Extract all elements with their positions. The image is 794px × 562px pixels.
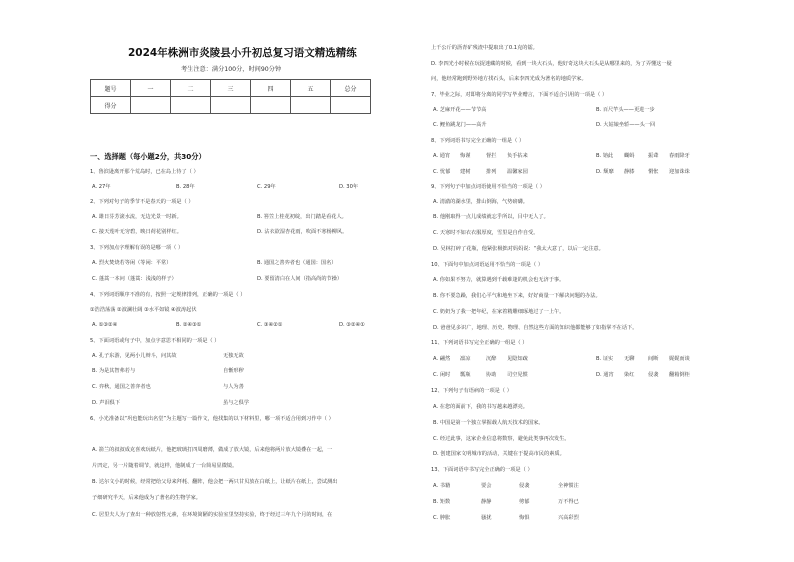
option-text: B. 通国之善弈者也（通国：国名） bbox=[257, 260, 337, 266]
question-line: 5、下面词语或句子中，加点字意思不相同的一项是（ ） bbox=[90, 338, 220, 344]
option-text: 无聊 bbox=[624, 356, 635, 362]
score-header-cell: 三 bbox=[211, 80, 251, 97]
option-text: C. 肿胀 bbox=[433, 515, 451, 521]
option-text: B. 矩数 bbox=[433, 499, 451, 505]
option-text: 迎加诛诛 bbox=[669, 169, 690, 175]
question-line: ①浩浩荡荡 ②波澜壮阔 ③水平如镜 ④波涛起伏 bbox=[90, 307, 197, 313]
score-cell bbox=[211, 97, 251, 114]
score-cell bbox=[171, 97, 211, 114]
option-text: B. 中国是第一个独立掌握载人航天技术的国家。 bbox=[433, 420, 544, 426]
score-row-label: 得分 bbox=[91, 97, 131, 114]
question-line: 2、下列对句子的季节不是春天的一项是（ ） bbox=[90, 199, 194, 205]
score-table-header-row bbox=[91, 80, 371, 97]
option-text: D. 通宵 bbox=[596, 372, 614, 378]
option-text: 兴高彩烈 bbox=[558, 515, 579, 521]
score-table-score-row bbox=[91, 97, 371, 114]
option-text: 娓娓而谈 bbox=[669, 356, 690, 362]
option-text: A. ①③②④ bbox=[92, 322, 118, 328]
option-text: A. 烈火焚烧若等闲（等闲：平常） bbox=[92, 260, 172, 266]
score-header-cell: 总分 bbox=[331, 80, 371, 97]
score-header-cell: 四 bbox=[251, 80, 291, 97]
score-header-cell: 一 bbox=[131, 80, 171, 97]
question-line: 1、鲁滨逊离开那个荒岛时，已在岛上待了（ ） bbox=[90, 169, 199, 175]
question-line: 上千公斤的沥青矿残渣中提取出了0.1克的镭。 bbox=[431, 45, 538, 51]
option-text: 子细研究半天，后来他成为了著名的生物学家。 bbox=[92, 495, 201, 501]
option-text: 协助 bbox=[486, 372, 497, 378]
option-text: B. 28年 bbox=[176, 184, 195, 190]
score-header-cell: 五 bbox=[291, 80, 331, 97]
option-text: D. 沾衣欲湿杏花雨，吹面不寒杨柳风。 bbox=[257, 229, 348, 235]
option-text: D. 吴林打碎了花瓶，他紧张极拙对妈妈说：“我太大意了，以后一定注意。 bbox=[433, 246, 604, 252]
option-text: 侵袭 bbox=[648, 372, 659, 378]
option-text: 翻箱倒柜 bbox=[669, 372, 690, 378]
option-text: B. 证实 bbox=[596, 356, 614, 362]
question-line: 7、毕业之际，对即将分离的同学写毕业赠言，下面不适合引用的一项是（ ） bbox=[431, 92, 608, 98]
option-text: 万不得已 bbox=[558, 499, 579, 505]
option-text: 剪郁 bbox=[519, 499, 530, 505]
score-cell bbox=[251, 97, 291, 114]
option-text: C. 忧郁 bbox=[433, 169, 451, 175]
option-text: B. 百尺竿头——更进一步 bbox=[596, 107, 655, 113]
option-text: A. 箭兰的叔叔成克喜欢玩纸片，他把玻璃打四周磨薄，做成了放大镜，后来他将两片放大镜叠在一起，一 bbox=[92, 447, 333, 453]
option-text: 沉醉 bbox=[486, 356, 497, 362]
option-text: B. 达尔文小的时候，经常把给父母来拜耗、翻阵，他会把一两只甘贝放在白纸上，让纸片在纸上，尝试测出 bbox=[92, 479, 338, 485]
option-text: D. 声泪俱下 bbox=[92, 400, 121, 406]
option-text: C. 天寒时不如衣衣服厚度，雪里是自作自受。 bbox=[433, 230, 539, 236]
option-text: D. 30年 bbox=[339, 184, 359, 190]
question-line: 13、下面词语中书写完全正确的一项是（ ） bbox=[431, 467, 533, 473]
question-line: 9、下列句子中加点词语使用不恰当的一项是（ ） bbox=[431, 184, 545, 190]
option-text: 排列 bbox=[486, 169, 497, 175]
option-text: A. 27年 bbox=[92, 184, 111, 190]
option-text: A. 书籍 bbox=[433, 483, 451, 489]
option-text: C. 29年 bbox=[257, 184, 276, 190]
option-text: 惘怅 bbox=[648, 169, 659, 175]
option-text: D. 创建国家文明城市的活动，关键在于提高市民的素质。 bbox=[433, 451, 565, 457]
question-line: 4、下列词语顺序不准的有，按照一定规律排列，正确的一项是（ ） bbox=[90, 292, 246, 298]
option-text: B. 为是其智弗若与 bbox=[92, 368, 136, 374]
option-text: B. 你不要急躁，我们心平气和地坐下来，好好商量一下解决问题的办法。 bbox=[433, 293, 601, 299]
option-text: D. ③②④① bbox=[339, 322, 365, 328]
question-line: 11、下列词语书写完全正确的一组是（ ） bbox=[431, 340, 528, 346]
option-text: 染红 bbox=[624, 372, 635, 378]
question-line: 8、下列词语书写完全正确的一组是（ ） bbox=[431, 138, 525, 144]
option-text: D. 大姑娘坐轿——头一回 bbox=[596, 122, 656, 128]
score-table bbox=[90, 79, 371, 114]
option-text: D. 爸爸见多识广，地理、历史、物理、自然这些方面的知识他都能够了如指掌不在话下。 bbox=[433, 325, 638, 331]
score-header-cell: 题号 bbox=[91, 80, 131, 97]
option-text: A. 翩然 bbox=[433, 356, 451, 362]
option-text: B. 镕此 bbox=[596, 153, 614, 159]
option-text: 无独无故 bbox=[223, 353, 244, 359]
option-text: A. 孔子东游，见两小儿辩斗，问其故 bbox=[92, 353, 177, 359]
option-text: C. 接天莲叶无穷碧，映日荷花别样红。 bbox=[92, 229, 182, 235]
option-text: B. 笞笠上桂花初绽，出门踏是看花人。 bbox=[257, 214, 347, 220]
page-title: 2024年株洲市炎陵县小升初总复习语文精选精练 bbox=[128, 47, 357, 59]
option-text: 春雨降牙 bbox=[669, 153, 690, 159]
option-text: 悔惧 bbox=[519, 515, 530, 521]
option-text: 间断 bbox=[648, 356, 659, 362]
option-text: 督拦 bbox=[486, 153, 497, 159]
option-text: 蝴蚂 bbox=[624, 153, 635, 159]
option-text: C. 鲤鱼跳龙门——高升 bbox=[433, 122, 487, 128]
option-text: 虽与之俱学 bbox=[223, 400, 249, 406]
score-cell bbox=[331, 97, 371, 114]
option-text: A. 通宵 bbox=[433, 153, 451, 159]
option-text: 建树 bbox=[460, 169, 471, 175]
exam-note: 考生注意：满分100分，时间90分钟 bbox=[181, 66, 282, 73]
option-text: A. 在您的面前下，我的书写越来越漂亮。 bbox=[433, 404, 528, 410]
score-cell bbox=[291, 97, 331, 114]
option-text: C. 蓬蒿一本问（蓬蒿：浅浅的样子） bbox=[92, 276, 177, 282]
option-text: 振聋 bbox=[648, 153, 659, 159]
score-cell bbox=[131, 97, 171, 114]
score-header-cell: 二 bbox=[171, 80, 211, 97]
option-text: 片凹定，另一片随着调节，就这样，他制成了一台简易显微镜。 bbox=[92, 463, 238, 469]
question-line: 10、下面句中加点词语运用不恰当的一项是（ ） bbox=[431, 262, 544, 268]
option-text: D. 颓靡 bbox=[596, 169, 614, 175]
option-text: 骚扰 bbox=[481, 515, 492, 521]
option-text: 负手拈来 bbox=[507, 153, 528, 159]
option-text: A. 你如果不努力，就算遇到千载难逢的机会也无济于事。 bbox=[433, 277, 565, 283]
option-text: A. 清澈的湖水里，排山倒海，气势磅礴。 bbox=[433, 199, 528, 205]
question-line: 12、下列句子有语病的一项是（ ） bbox=[431, 388, 512, 394]
option-text: C. 弈秋，通国之善弈者也 bbox=[92, 384, 151, 390]
option-text: 悔谨 bbox=[460, 153, 471, 159]
option-text: B. 他刚取得一点儿成绩就忘乎所以，目中无人了。 bbox=[433, 214, 549, 220]
option-text: 司空见惯 bbox=[507, 372, 528, 378]
option-text: B. ②④③① bbox=[176, 322, 202, 328]
option-text: C. 奶奶为了我一把年纪，在家着精雕细琢地过了一上午。 bbox=[433, 309, 565, 315]
option-text: A. 雄日芬芳滚水流，无边光景一时新。 bbox=[92, 214, 182, 220]
option-text: 问，他经常跑到野外地方找石头，后来李四光成为著名的地质学家。 bbox=[431, 76, 587, 82]
question-line: 3、下列加点字理解有误的是哪一项（ ） bbox=[90, 245, 184, 251]
option-text: 要会 bbox=[481, 483, 492, 489]
option-text: D. 李四光小时候在玩捉迷藏的时候，看到一块大石头，他好奇这块大石头是从哪里来的，为了弄懂这一疑 bbox=[431, 61, 672, 67]
option-text: D. 要留清白在人间（指高尚的节操） bbox=[257, 276, 343, 282]
option-text: 温馨家园 bbox=[507, 169, 528, 175]
option-text: 见隐知疏 bbox=[507, 356, 528, 362]
option-text: A. 芝麻开花——节节高 bbox=[433, 107, 487, 113]
option-text: 静静 bbox=[481, 499, 492, 505]
option-text: 瓢瓶 bbox=[460, 372, 471, 378]
option-text: 凛凉 bbox=[460, 356, 471, 362]
option-text: 自惭形秽 bbox=[223, 368, 244, 374]
option-text: 与人为善 bbox=[223, 384, 244, 390]
option-text: C. 居里夫人为了查出一种放射性元素，在环境简陋的实验室里坚持实验，终于经过三年九个月的时间，在 bbox=[92, 512, 333, 518]
option-text: C. ③④②① bbox=[257, 322, 283, 328]
question-line: 6、小光准备以“巩也能玩出名堂”为主题写一篇作文，他找集的以下材料里，哪一项不适合用到习作中（ ） bbox=[90, 416, 334, 422]
section-title: 一、选择题（每小题2分，共30分） bbox=[90, 152, 206, 161]
option-text: C. 经过此事，这家企业信息将数察，避免此类事再次发生。 bbox=[433, 436, 570, 442]
option-text: 静膝 bbox=[624, 169, 635, 175]
option-text: 侵袭 bbox=[519, 483, 530, 489]
option-text: C. 闲时 bbox=[433, 372, 451, 378]
option-text: 全神惯注 bbox=[558, 483, 579, 489]
